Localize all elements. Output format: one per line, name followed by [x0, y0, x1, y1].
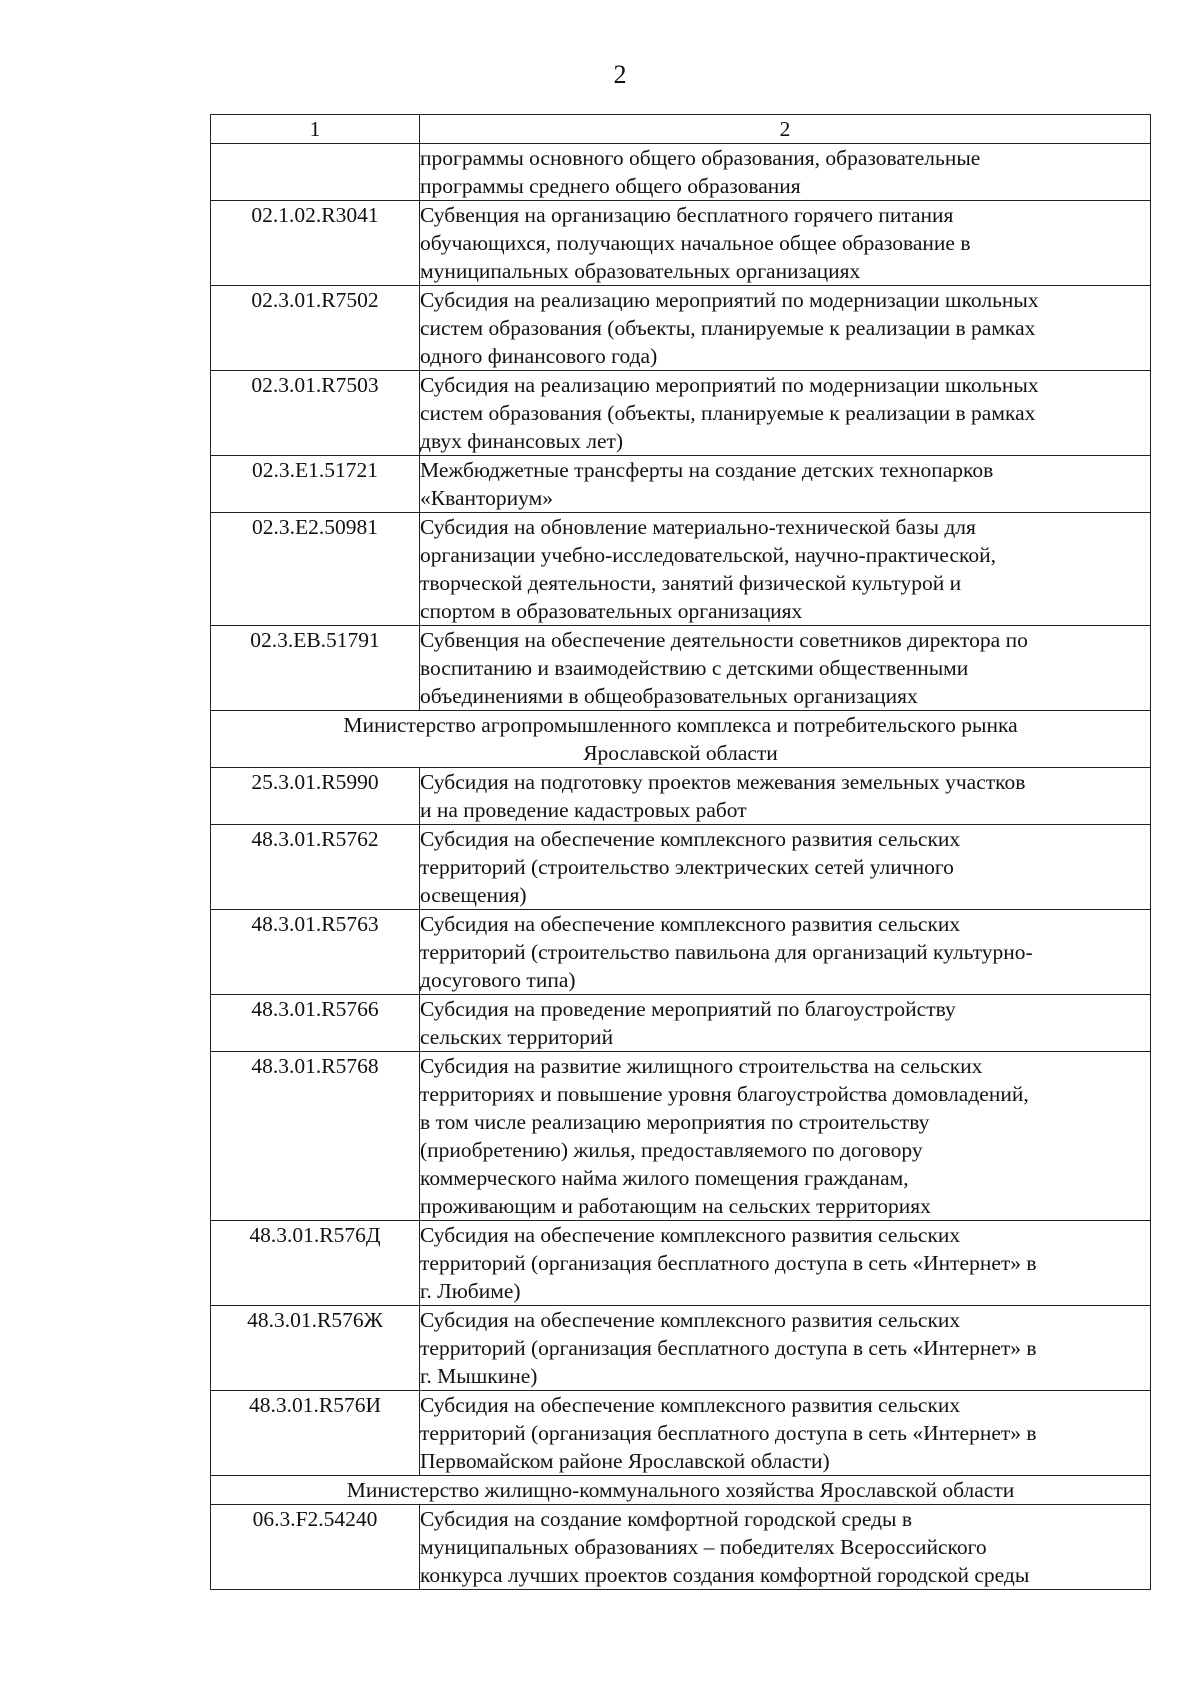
budget-code: 02.1.02.R3041: [211, 201, 420, 286]
table-row: [211, 626, 1151, 711]
description-line: территорий (организация бесплатного доступа в сеть «Интернет» в: [420, 1421, 1037, 1445]
budget-code: 48.3.01.R576Д: [211, 1221, 420, 1306]
table-row: [211, 910, 1151, 995]
description-line: и на проведение кадастровых работ: [420, 798, 747, 822]
table-row: [211, 768, 1151, 825]
description: [420, 456, 1151, 513]
description-line: (приобретению) жилья, предоставляемого по договору: [420, 1138, 923, 1162]
budget-code: 02.3.E1.51721: [211, 456, 420, 513]
description-line: программы основного общего образования, образовательные: [420, 146, 981, 170]
description-line: одного финансового года): [420, 344, 658, 368]
description-line: муниципальных образованиях – победителях Всероссийского: [420, 1535, 987, 1559]
description-line: Субвенция на обеспечение деятельности советников директора по: [420, 628, 1028, 652]
description-line: в том числе реализацию мероприятия по строительству: [420, 1110, 930, 1134]
budget-code: 48.3.01.R5762: [211, 825, 420, 910]
description-line: Субвенция на организацию бесплатного горячего питания: [420, 203, 954, 227]
description-line: систем образования (объекты, планируемые к реализации в рамках: [420, 316, 1036, 340]
description: [420, 825, 1151, 910]
description-line: Субсидия на реализацию мероприятий по модернизации школьных: [420, 288, 1039, 312]
column-header-2: 2: [420, 115, 1151, 144]
table-row: [211, 1391, 1151, 1476]
table-row: [211, 1221, 1151, 1306]
table-row: [211, 456, 1151, 513]
budget-code: 48.3.01.R5768: [211, 1052, 420, 1221]
description: [420, 626, 1151, 711]
description-line: территориях и повышение уровня благоустройства домовладений,: [420, 1082, 1029, 1106]
description-line: творческой деятельности, занятий физической культурой и: [420, 571, 962, 595]
description-line: коммерческого найма жилого помещения гражданам,: [420, 1166, 909, 1190]
description: [420, 201, 1151, 286]
budget-code: [211, 144, 420, 201]
description: [420, 513, 1151, 626]
budget-code: 25.3.01.R5990: [211, 768, 420, 825]
table-row: [211, 995, 1151, 1052]
table-row: [211, 1052, 1151, 1221]
description-line: Субсидия на обеспечение комплексного развития сельских: [420, 912, 961, 936]
column-header-1: 1: [211, 115, 420, 144]
description-line: территорий (строительство павильона для организаций культурно-: [420, 940, 1033, 964]
table-row: [211, 286, 1151, 371]
description: [420, 371, 1151, 456]
section-title-line: Ярославской области: [583, 741, 778, 765]
budget-code: 48.3.01.R5766: [211, 995, 420, 1052]
description: [420, 910, 1151, 995]
table-body: [211, 115, 1151, 1590]
table-row: [211, 1306, 1151, 1391]
budget-code: 02.3.01.R7502: [211, 286, 420, 371]
budget-code: 02.3.01.R7503: [211, 371, 420, 456]
page-number: 2: [613, 60, 627, 89]
description-line: Субсидия на обеспечение комплексного развития сельских: [420, 827, 961, 851]
description-line: объединениями в общеобразовательных организациях: [420, 684, 918, 708]
description-line: территорий (организация бесплатного доступа в сеть «Интернет» в: [420, 1251, 1037, 1275]
section-title: [211, 711, 1151, 768]
section-title-line: Министерство агропромышленного комплекса и потребительского рынка: [343, 713, 1018, 737]
table-row: [211, 201, 1151, 286]
description-line: г. Мышкине): [420, 1364, 538, 1388]
table-row: [211, 144, 1151, 201]
description-line: Субсидия на подготовку проектов межевания земельных участков: [420, 770, 1026, 794]
description: [420, 995, 1151, 1052]
section-header-row: [211, 711, 1151, 768]
budget-code: 06.3.F2.54240: [211, 1505, 420, 1590]
description-line: Субсидия на создание комфортной городской среды в: [420, 1507, 913, 1531]
description-line: Субсидия на обеспечение комплексного развития сельских: [420, 1393, 961, 1417]
budget-code: 48.3.01.R576Ж: [211, 1306, 420, 1391]
budget-codes-table: [210, 114, 1151, 1590]
description-line: организации учебно-исследовательской, научно-практической,: [420, 543, 996, 567]
section-title: [211, 1476, 1151, 1505]
description-line: спортом в образовательных организациях: [420, 599, 803, 623]
description-line: «Кванториум»: [420, 486, 553, 510]
description-line: Субсидия на реализацию мероприятий по модернизации школьных: [420, 373, 1039, 397]
description: [420, 144, 1151, 201]
table-row: [211, 513, 1151, 626]
description: [420, 1221, 1151, 1306]
description-line: г. Любиме): [420, 1279, 521, 1303]
description-line: воспитанию и взаимодействию с детскими общественными: [420, 656, 969, 680]
description: [420, 1306, 1151, 1391]
table-row: [211, 1505, 1151, 1590]
description-line: территорий (строительство электрических сетей уличного: [420, 855, 954, 879]
description: [420, 286, 1151, 371]
description: [420, 768, 1151, 825]
description-line: систем образования (объекты, планируемые к реализации в рамках: [420, 401, 1036, 425]
description-line: программы среднего общего образования: [420, 174, 801, 198]
description-line: конкурса лучших проектов создания комфортной городской среды: [420, 1563, 1030, 1587]
description: [420, 1505, 1151, 1590]
section-title-line: Министерство жилищно-коммунального хозяйства Ярославской области: [346, 1478, 1015, 1502]
description-line: освещения): [420, 883, 527, 907]
description-line: Субсидия на обновление материально-технической базы для: [420, 515, 976, 539]
description-line: Первомайском районе Ярославской области): [420, 1449, 830, 1473]
budget-code: 48.3.01.R576И: [211, 1391, 420, 1476]
table-header-row: [211, 115, 1151, 144]
budget-code: 48.3.01.R5763: [211, 910, 420, 995]
description-line: Субсидия на развитие жилищного строительства на сельских: [420, 1054, 983, 1078]
budget-code: 02.3.EB.51791: [211, 626, 420, 711]
description-line: двух финансовых лет): [420, 429, 624, 453]
description-line: сельских территорий: [420, 1025, 614, 1049]
description-line: проживающим и работающим на сельских территориях: [420, 1194, 931, 1218]
table-row: [211, 371, 1151, 456]
description-line: территорий (организация бесплатного доступа в сеть «Интернет» в: [420, 1336, 1037, 1360]
description-line: обучающихся, получающих начальное общее образование в: [420, 231, 971, 255]
description-line: Субсидия на обеспечение комплексного развития сельских: [420, 1223, 961, 1247]
description: [420, 1391, 1151, 1476]
description-line: досугового типа): [420, 968, 576, 992]
section-header-row: [211, 1476, 1151, 1505]
description-line: муниципальных образовательных организациях: [420, 259, 861, 283]
budget-code: 02.3.E2.50981: [211, 513, 420, 626]
description-line: Межбюджетные трансферты на создание детских технопарков: [420, 458, 994, 482]
description-line: Субсидия на проведение мероприятий по благоустройству: [420, 997, 956, 1021]
description-line: Субсидия на обеспечение комплексного развития сельских: [420, 1308, 961, 1332]
description: [420, 1052, 1151, 1221]
table-row: [211, 825, 1151, 910]
